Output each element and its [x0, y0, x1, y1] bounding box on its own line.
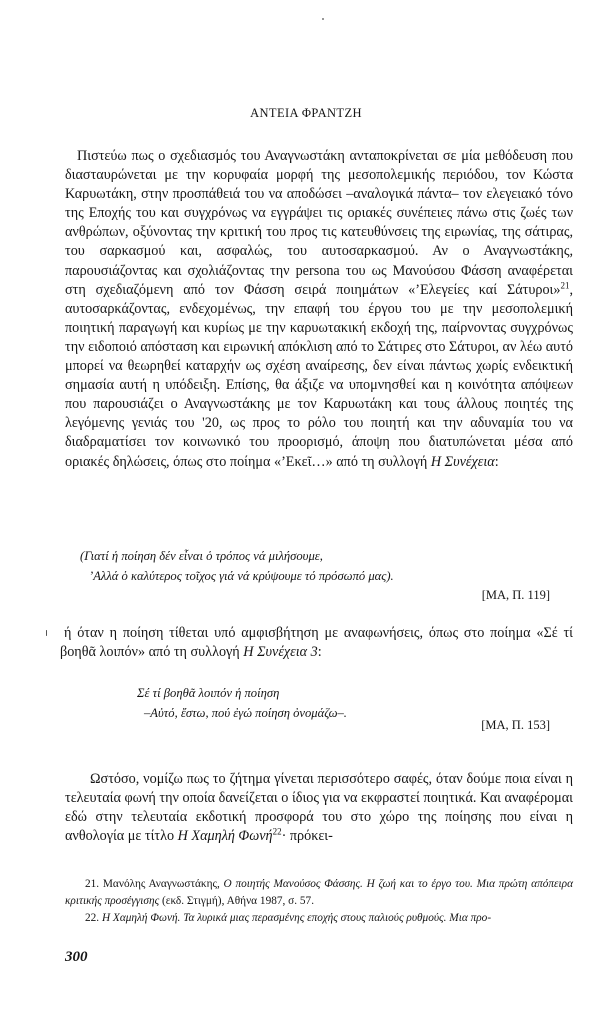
paragraph-3-text-a: Ωστόσο, νομίζω πως το ζήτημα γίνεται περισσότερο σαφές, όταν δούμε ποια είναι η τελευταία φωνή την οποία δανείζεται ο ίδιος για να εκφραστεί ποιητικά. Και αναφέρομαι εδώ στην τελευταία εκδοτική προσφορά του στο χώρο της ποίησης που είναι η ανθολογία με τίτλο [65, 771, 573, 845]
footnote-rest: (εκδ. Στιγμή), Αθήνα 1987, σ. 57. [159, 895, 315, 907]
paragraph-1-text-b: , αυτοσαρκάζοντας, ενδεχομένως, την επαφή του έργου του με την μεσοπολεμική ποιητική παραγωγή και κυρίως με την καρυωτακική εκδοχή της, παίρνοντας συγχρόνως την ειδοποιό απόσταση και ειρωνική απόκλιση από το Σάτιρες στο Σάτυροι, αν λέω αυτό μπορεί να θεωρηθεί καταρχήν ως σχέση αναίρεσης, δεν είναι πάντως χωρίς ενδεικτική σημασία αυτή η υπόδειξη. Επίσης, θα άξιζε να υπομνησθεί και η κοινότητα απόψεων που παρουσιάζει ο Αναγνωστάκης με τον Καρυωτάκη και τους άλλους ποιητές της λεγόμενης γενιάς του '20, ως προς το ρόλο του ποιητή και την αδυναμία του να διαδραματίσει τον κοινωνικό του προορισμό, άποψη που διατυπώνεται μέσα από οριακές δηλώσεις, όπως στο ποίημα «’Εκεῖ…» από τη συλλογή [65, 281, 573, 470]
scan-speck [46, 630, 47, 636]
footnotes [65, 876, 573, 927]
scan-speck [322, 18, 324, 20]
footnote-21 [65, 876, 573, 910]
paragraph-2-text-b: : [317, 644, 322, 661]
poem-line: Σέ τί βοηθᾶ λοιπόν ἡ ποίηση [137, 686, 280, 700]
footnote-title: Ο ποιητής Μανούσος Φάσσης. Η ζωή και το έργο του. Μια πρώτη απόπειρα κριτικής προσέγγισης [65, 878, 573, 907]
footnote-title: Η Χαμηλή Φωνή. Τα λυρικά μιας περασμένης εποχής στους παλιούς ρυθμούς. Μια προ- [101, 912, 492, 924]
paragraph-2-text-a: ή όταν η ποίηση τίθεται υπό αμφισβήτηση με αναφωνήσεις, όπως στο ποίημα «Σέ τί βοηθᾶ λοιπόν» από τη συλλογή [60, 625, 573, 661]
running-header: ΑΝΤΕΙΑ ΦΡΑΝΤΖΗ [250, 106, 362, 120]
poem-line: ’Αλλά ὁ καλύτερος τοῖχος γιά νά κρύψουμε τό πρόσωπό μας). [89, 569, 394, 583]
page-number: 300 [65, 949, 88, 965]
quote-reference: [ΜΑ, Π. 153] [481, 718, 550, 732]
book-title: Η Συνέχεια [430, 453, 495, 470]
footnote-number: 22. [85, 912, 100, 924]
footnote-author: Μανόλης Αναγνωστάκης, [102, 878, 224, 890]
paragraph-1-text-a: Πιστεύω πως ο σχεδιασμός του Αναγνωστάκη ανταποκρίνεται σε μία μεθόδευση που διασταυρώνεται με την κορυφαία μορφή της μεσοπολεμικής περιόδου, τον Κώστα Καρυωτάκη, στην προσπάθειά του να αποδώσει –αναλογικά πάντα– τον ελεγειακό τόνο της Εποχής του και συγχρόνως να εγγράψει τις οριακές συνέπειες πάνω στις ζωές των ανθρώπων, οξύνοντας την κριτική του προς τις κατευθύνσεις της ειρωνίας, της σάτιρας, του σαρκασμού και, ασφαλώς, του αυτοσαρκασμού. Αν ο Αναγνωστάκης, παρουσιάζοντας και σχολιάζοντας την persona του ως Μανούσου Φάσση αναφέρεται στη σχεδιαζόμενη από τον Φάσση σειρά ποιημάτων «’Ελεγείες καί Σάτυροι» [65, 148, 573, 298]
paragraph-1 [65, 147, 573, 472]
footnote-number: 21. [85, 878, 100, 890]
poem-line: –Αὐτό, ἔστω, πού ἐγώ ποίηση ὀνομάζω–. [144, 706, 347, 720]
quote-reference: [ΜΑ, Π. 119] [481, 588, 550, 602]
book-title: Η Χαμηλή Φωνή [177, 828, 273, 845]
footnote-ref-22[interactable]: 22 [272, 826, 282, 837]
poem-quote-2 [137, 683, 517, 723]
poem-quote-1 [80, 546, 520, 586]
paragraph-1-text-c: : [494, 453, 499, 470]
footnote-22 [65, 910, 573, 927]
paragraph-3 [65, 770, 573, 846]
poem-line: (Γιατί ἡ ποίηση δέν εἶναι ὁ τρόπος νά μιλήσουμε, [80, 549, 323, 563]
footnote-ref-21[interactable]: 21 [560, 279, 570, 290]
paragraph-2 [60, 624, 573, 662]
book-title: Η Συνέχεια 3 [243, 644, 318, 661]
paragraph-3-text-b: · πρόκει- [281, 828, 333, 845]
